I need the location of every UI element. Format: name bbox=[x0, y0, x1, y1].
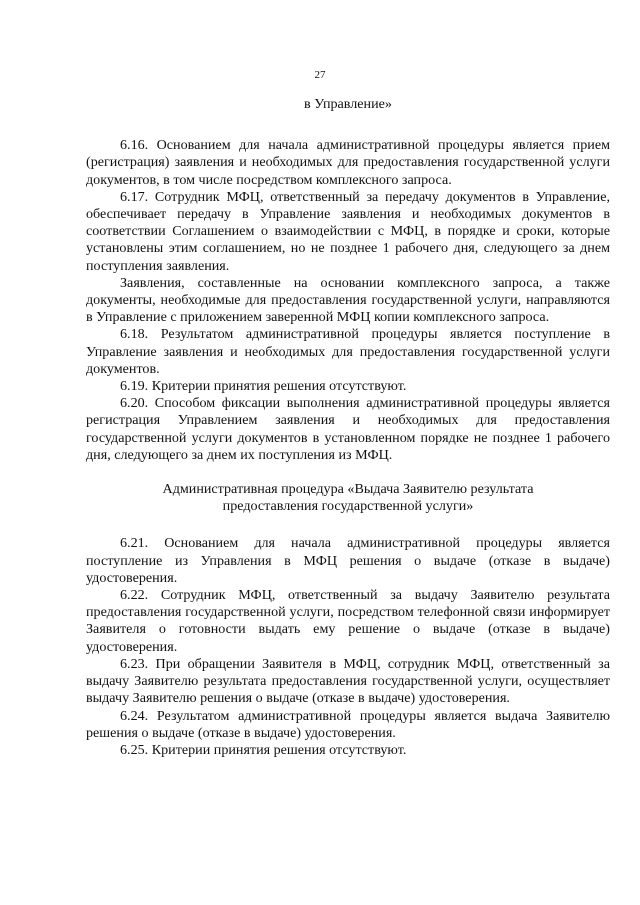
paragraph-6-17: 6.17. Сотрудник МФЦ, ответственный за передачу документов в Управление, обеспечивает передачу в Управление заявления и необходимых документов в соответствии Соглашением о взаимодействии с МФЦ, в порядке и сроки, которые установлены этим соглашением, но не позднее 1 рабочего дня, следующего за днем поступления заявления. bbox=[86, 188, 610, 274]
paragraph-6-21: 6.21. Основанием для начала административной процедуры является поступление из Управления в МФЦ решения о выдаче (отказе в выдаче) удостоверения. bbox=[86, 535, 610, 586]
paragraph-6-23: 6.23. При обращении Заявителя в МФЦ, сотрудник МФЦ, ответственный за выдачу Заявителю результата предоставления государственной услуги, осуществляет выдачу Заявителю решения о выдаче (отказе в выдаче) удостоверения. bbox=[86, 655, 610, 707]
section-heading-line-1: Административная процедура «Выдача Заявителю результата bbox=[162, 481, 534, 498]
paragraph-6-20: 6.20. Способом фиксации выполнения административной процедуры является регистрация Управлением заявления и необходимых для предоставления государственной услуги документов в установленном порядке не позднее 1 рабочего дня, следующего за днем их поступления из МФЦ. bbox=[86, 395, 610, 463]
paragraph-6-24: 6.24. Результатом административной процедуры является выдача Заявителю решения о выдаче (отказе в выдаче) удостоверения. bbox=[86, 707, 610, 741]
paragraph-6-25: 6.25. Критерии принятия решения отсутствуют. bbox=[120, 741, 407, 758]
top-fragment: в Управление» bbox=[304, 96, 392, 112]
section-heading-line-2: предоставления государственной услуги» bbox=[222, 498, 474, 515]
paragraph-6-18: 6.18. Результатом административной процедуры является поступление в Управление заявления и необходимых для предоставления государственной услуги документов. bbox=[86, 326, 610, 377]
document-body bbox=[86, 96, 610, 759]
paragraph-6-16: 6.16. Основанием для начала административной процедуры является прием (регистрация) заявления и необходимых для предоставления государственной услуги документов, в том числе посредством комплексного запроса. bbox=[86, 137, 610, 188]
paragraph-complex-request: Заявления, составленные на основании комплексного запроса, а также документы, необходимые для предоставления государственной услуги, направляются в Управление с приложением заверенной МФЦ копии комплексного запроса. bbox=[86, 274, 610, 326]
paragraph-group-a bbox=[86, 137, 610, 464]
page-number: 27 bbox=[314, 69, 326, 81]
paragraph-6-22: 6.22. Сотрудник МФЦ, ответственный за выдачу Заявителю результата предоставления государственной услуги, посредством телефонной связи информирует Заявителя о готовности выдать ему решение о выдаче (отказе в выдаче) удостоверения. bbox=[86, 587, 610, 655]
paragraph-group-b bbox=[86, 535, 610, 759]
paragraph-6-19: 6.19. Критерии принятия решения отсутствуют. bbox=[120, 378, 407, 395]
section-heading bbox=[86, 481, 610, 515]
